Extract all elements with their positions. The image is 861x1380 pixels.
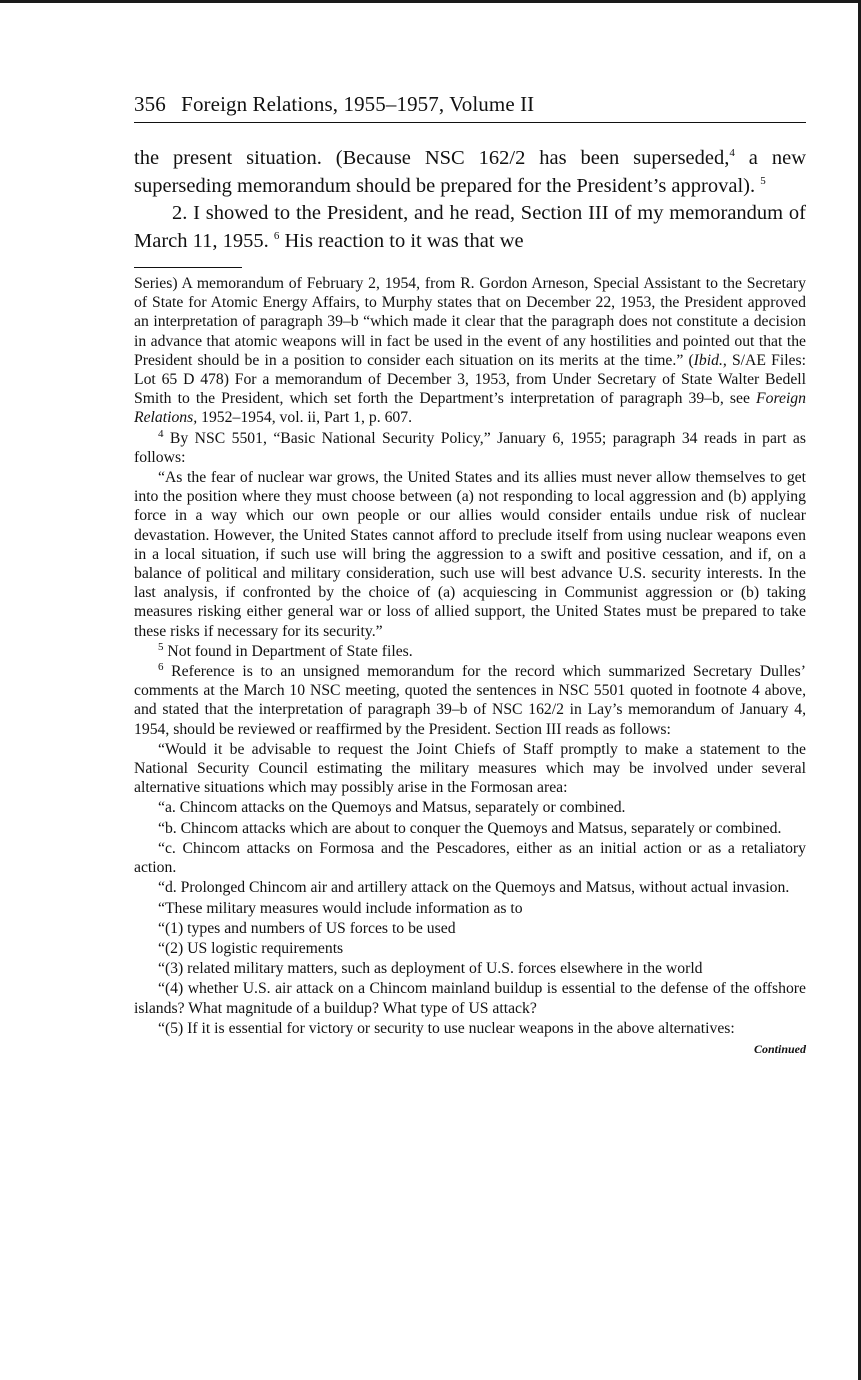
page-number: 356 <box>134 92 166 116</box>
running-title: Foreign Relations, 1955–1957, Volume II <box>181 92 535 116</box>
quote-item-5: “(5) If it is essential for victory or security to use nuclear weapons in the above alternatives: <box>158 1019 735 1037</box>
footnote-5: $^5$ Not found in Department of State files. <box>158 640 413 660</box>
footnote-4-quote: “As the fear of nuclear war grows, the United States and its allies must never allow themselves to get into the position where they must choose between (a) not responding to local aggression and (b) applying force in a way which our own people or our allies would consider entails undue risk of nuclear devastation. However, the United States cannot afford to preclude itself from using nuclear weapons even in a local situation, if such use will bring the aggression to a swift and positive cessation, and if, on a balance of political and military consideration, such use will best advance U.S. security interests. In the last analysis, if confronted by the choice of (a) acquiescing in Communist aggression or (b) taking measures risking either general war or loss of allied support, the United States must be prepared to take these risks if necessary for its security.” <box>134 469 806 640</box>
scan-border-top <box>0 0 861 3</box>
continued-label: Continued <box>753 1041 806 1056</box>
footnote-continued: Series) A memorandum of February 2, 1954, from R. Gordon Arneson, Special Assistant to the Secretary of State for Atomic Energy Affairs, to Murphy states that on December 22, 1953, the President approved an interpretation of paragraph 39–b “which made it clear that the paragraph does not constitute a decision in advance that atomic weapons will in fact be used in the event of any hostilities and pointed out that the President should be in a position to consider each situation on its merits at the time.” (Ibid., S/AE Files: Lot 65 D 478) For a memorandum of December 3, 1953, from Under Secretary of State Walter Bedell Smith to the President, which set forth the Department’s interpretation of paragraph 39–b, see Foreign Relations, 1952–1954, vol. ii, Part 1, p. 607. <box>134 275 806 427</box>
quote-item-2: “(2) US logistic requirements <box>158 939 344 957</box>
quote-item-c: “c. Chincom attacks on Formosa and the Pescadores, either as an initial action or as a retaliatory action. <box>134 839 806 877</box>
quote-item-4: “(4) whether U.S. air attack on a Chincom mainland buildup is essential to the defense of the offshore islands? What magnitude of a buildup? What type of US attack? <box>134 980 806 1017</box>
main-text <box>134 145 806 255</box>
quote-item-d: “d. Prolonged Chincom air and artillery attack on the Quemoys and Matsus, without actual invasion. <box>158 879 790 897</box>
paragraph-1: the present situation. (Because NSC 162/2 has been superseded,$^4$ a new superseding memorandum should be prepared for the President’s approval). $^5$ <box>134 147 806 197</box>
quote-measures: “These military measures would include information as to <box>158 899 523 917</box>
footnote-6: $^6$ Reference is to an unsigned memorandum for the record which summarized Secretary Dulles’ comments at the March 10 NSC meeting, quoted the sentences in NSC 5501 quoted in footnote 4 above, and stated that the interpretation of paragraph 39–b of NSC 162/2 in Lay’s memorandum of January 4, 1954, should be reviewed or reaffirmed by the President. Section III reads as follows: <box>134 660 806 738</box>
footnote-rule <box>134 267 242 268</box>
footnotes <box>134 274 806 1038</box>
quote-item-3: “(3) related military matters, such as deployment of U.S. forces elsewhere in the world <box>158 960 703 978</box>
footnote-4: $^4$ By NSC 5501, “Basic National Security Policy,” January 6, 1955; paragraph 34 reads in part as follows: <box>134 427 806 466</box>
footnote-ref-6: 6 <box>273 229 280 242</box>
quote-item-a: “a. Chincom attacks on the Quemoys and Matsus, separately or combined. <box>158 799 626 817</box>
quote-item-1: “(1) types and numbers of US forces to be used <box>158 919 456 937</box>
running-header <box>134 90 806 123</box>
document-page <box>134 90 806 1057</box>
paragraph-2: 2. I showed to the President, and he read, Section III of my memorandum of March 11, 1955. $^6$ His reaction to it was that we <box>134 202 806 252</box>
quote-intro: “Would it be advisable to request the Joint Chiefs of Staff promptly to make a statement to the National Security Council estimating the military measures which may be involved under several alternative situations which may possibly arise in the Formosan area: <box>134 740 806 797</box>
footnote-ref-4: 4 <box>729 147 735 160</box>
footnote-ref-5: 5 <box>760 174 766 187</box>
quote-item-b: “b. Chincom attacks which are about to conquer the Quemoys and Matsus, separately or combined. <box>158 819 782 837</box>
